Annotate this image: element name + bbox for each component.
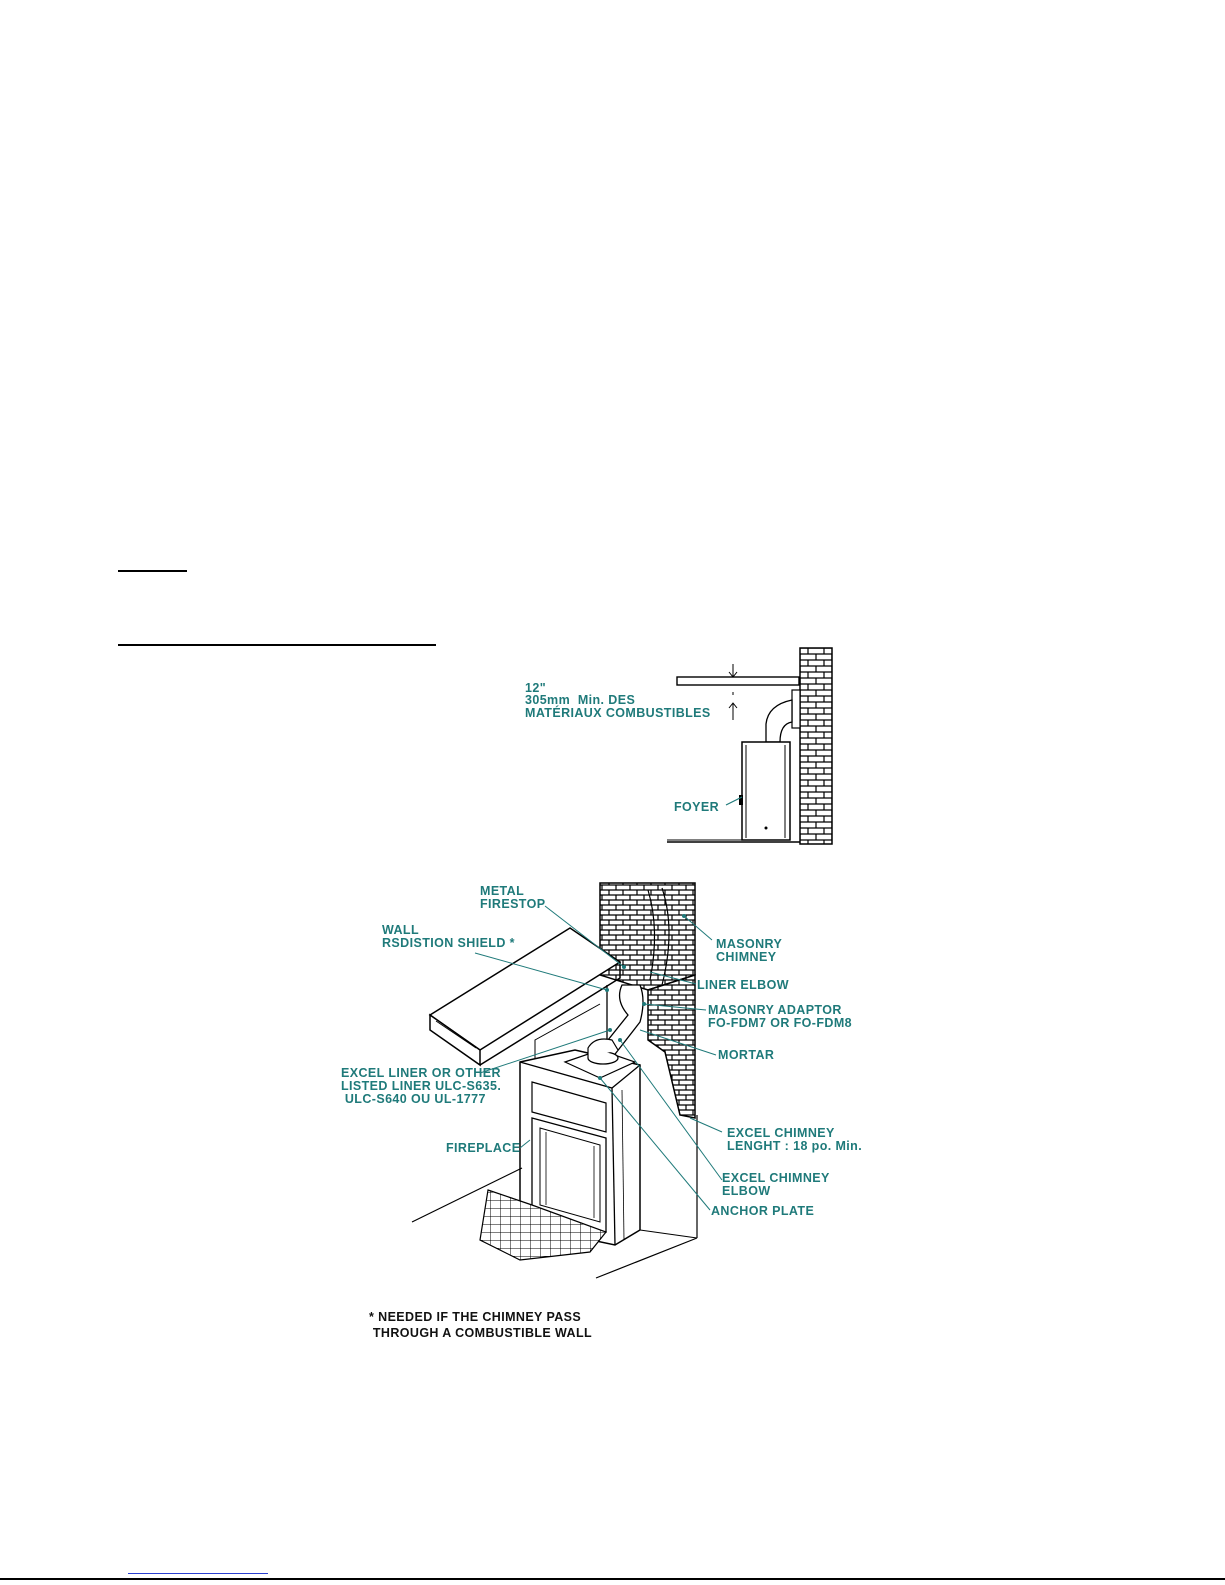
footnote-line1: * NEEDED IF THE CHIMNEY PASS (369, 1310, 582, 1324)
wall-shield-label-1: WALL (382, 923, 420, 937)
metal-firestop-label-2: FIRESTOP (480, 897, 546, 911)
clearance-label-line2: 305mm Min. DES (525, 693, 636, 707)
clearance-label-line3: MATÉRIAUX COMBUSTIBLES (525, 706, 711, 720)
hyperlink-underline[interactable] (128, 1573, 268, 1574)
excel-chimney-label-1: EXCEL CHIMNEY (727, 1126, 835, 1140)
masonry-adaptor-label-1: MASONRY ADAPTOR (708, 1003, 842, 1017)
foyer-label: FOYER (674, 800, 720, 814)
wall-shield-label-2: RSDISTION SHIELD * (382, 936, 515, 950)
liner-elbow-label: LINER ELBOW (697, 978, 789, 992)
masonry-adaptor-label-2: FO-FDM7 OR FO-FDM8 (708, 1016, 852, 1030)
mortar-label: MORTAR (718, 1048, 775, 1062)
excel-liner-label-1: EXCEL LINER OR OTHER (341, 1066, 501, 1080)
anchor-plate-label: ANCHOR PLATE (711, 1204, 815, 1218)
excel-chimney-elbow-label-2: ELBOW (722, 1184, 771, 1198)
excel-chimney-elbow-label-1: EXCEL CHIMNEY (722, 1171, 830, 1185)
iso-masonry-chimney (600, 883, 695, 990)
footnote-line2: THROUGH A COMBUSTIBLE WALL (369, 1326, 593, 1340)
fireplace-label: FIREPLACE (446, 1141, 521, 1155)
excel-chimney-label-2: LENGHT : 18 po. Min. (727, 1139, 863, 1153)
excel-liner-label-3: ULC-S640 OU UL-1777 (341, 1092, 486, 1106)
masonry-chimney-label-2: CHIMNEY (716, 950, 777, 964)
masonry-chimney-label-1: MASONRY (716, 937, 783, 951)
metal-firestop-label-1: METAL (480, 884, 525, 898)
footer-rule (0, 1578, 1225, 1580)
excel-liner-label-2: LISTED LINER ULC-S635. (341, 1079, 502, 1093)
clearance-label-line1: 12" (525, 681, 547, 695)
